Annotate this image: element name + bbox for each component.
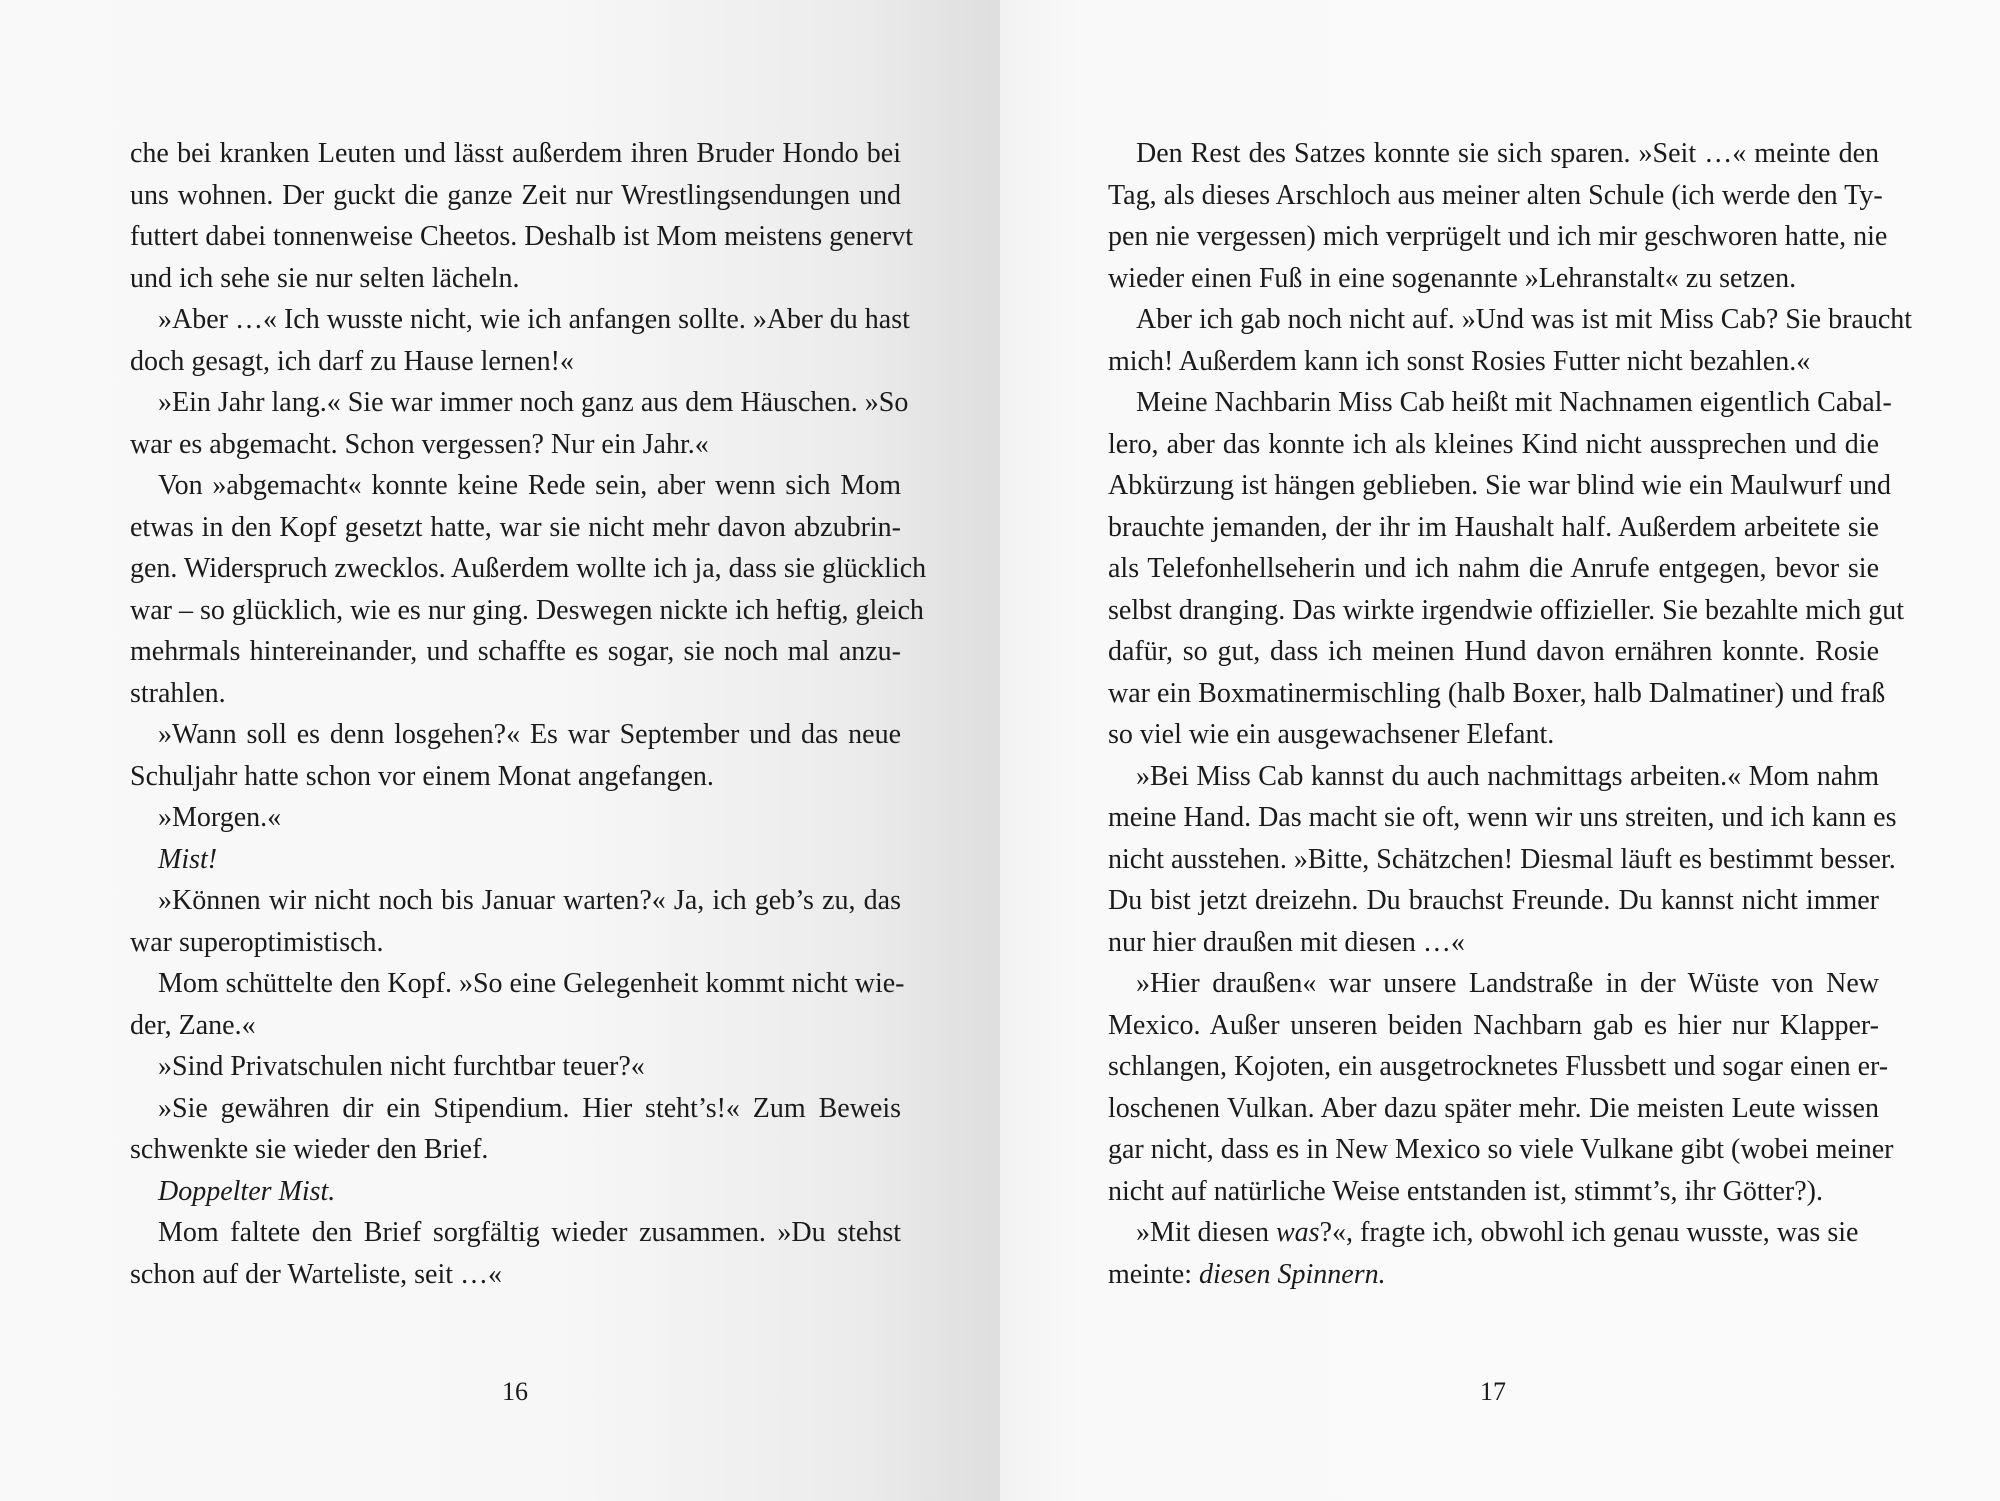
text-line: war ein Boxmatinermischling (halb Boxer, halb Dalmatiner) und fraß xyxy=(1108,677,1886,709)
text-line: brauchte jemanden, der ihr im Haushalt half. Außerdem arbeitete sie xyxy=(1108,511,1879,543)
text-line: der, Zane.« xyxy=(130,1009,256,1041)
text-line: war es abgemacht. Schon vergessen? Nur ein Jahr.« xyxy=(130,428,709,460)
left-page-text xyxy=(130,133,927,1295)
text-line: Tag, als dieses Arschloch aus meiner alten Schule (ich werde den Ty- xyxy=(1108,179,1883,211)
text-line: nicht ausstehen. »Bitte, Schätzchen! Diesmal läuft es bestimmt besser. xyxy=(1108,843,1896,875)
text-line: Den Rest des Satzes konnte sie sich sparen. »Seit …« meinte den xyxy=(1136,138,1879,169)
text-line-italic: Doppelter Mist. xyxy=(158,1175,336,1207)
text-line: »Können wir nicht noch bis Januar warten?« Ja, ich geb’s zu, das xyxy=(158,885,901,916)
text-line: schlangen, Kojoten, ein ausgetrocknetes Flussbett und sogar einen er- xyxy=(1108,1051,1889,1082)
text-line: »Ein Jahr lang.« Sie war immer noch ganz aus dem Häuschen. »So xyxy=(158,387,909,418)
text-line: Meine Nachbarin Miss Cab heißt mit Nachnamen eigentlich Cabal- xyxy=(1136,387,1892,418)
text-line: lero, aber das konnte ich als kleines Kind nicht aussprechen und die xyxy=(1108,428,1879,460)
text-line: schon auf der Warteliste, seit …« xyxy=(130,1258,503,1290)
text-run: ?«, fragte ich, obwohl ich genau wusste, was sie xyxy=(1319,1217,1859,1248)
text-line: mehrmals hintereinander, und schaffte es sogar, sie noch mal anzu- xyxy=(130,636,901,667)
text-line: »Hier draußen« war unsere Landstraße in der Wüste von New xyxy=(1136,968,1879,999)
text-line-italic: Mist! xyxy=(158,843,218,875)
text-line: schwenkte sie wieder den Brief. xyxy=(130,1134,489,1165)
text-line: war superoptimistisch. xyxy=(130,926,384,958)
text-line: mich! Außerdem kann ich sonst Rosies Futter nicht bezahlen.« xyxy=(1108,345,1811,377)
text-line: »Wann soll es denn losgehen?« Es war September und das neue xyxy=(158,719,901,750)
text-line: gen. Widerspruch zwecklos. Außerdem wollte ich ja, dass sie glücklich xyxy=(130,553,927,584)
text-line: Du bist jetzt dreizehn. Du brauchst Freunde. Du kannst nicht immer xyxy=(1108,885,1879,916)
text-line: und ich sehe sie nur selten lächeln. xyxy=(130,262,520,294)
text-line: Mom schüttelte den Kopf. »So eine Gelegenheit kommt nicht wie- xyxy=(158,968,905,999)
text-line: selbst dranging. Das wirkte irgendwie offizieller. Sie bezahlte mich gut xyxy=(1108,594,1904,626)
text-line: etwas in den Kopf gesetzt hatte, war sie nicht mehr davon abzubrin- xyxy=(130,511,901,543)
text-line: »Aber …« Ich wusste nicht, wie ich anfangen sollte. »Aber du hast xyxy=(158,304,910,335)
text-line: gar nicht, dass es in New Mexico so viele Vulkane gibt (wobei meiner xyxy=(1108,1134,1894,1165)
text-line: Schuljahr hatte schon vor einem Monat angefangen. xyxy=(130,760,714,792)
text-line: »Bei Miss Cab kannst du auch nachmittags arbeiten.« Mom nahm xyxy=(1136,760,1879,792)
text-line: pen nie vergessen) mich verprügelt und ich mir geschworen hatte, nie xyxy=(1108,221,1888,252)
text-line xyxy=(1108,1254,1879,1296)
text-line: Aber ich gab noch nicht auf. »Und was ist mit Miss Cab? Sie braucht xyxy=(1136,304,1913,335)
text-run: meinte: xyxy=(1108,1258,1199,1290)
text-line: »Morgen.« xyxy=(158,802,282,833)
text-line: dafür, so gut, dass ich meinen Hund davon ernähren konnte. Rosie xyxy=(1108,636,1879,667)
text-line: Mom faltete den Brief sorgfältig wieder zusammen. »Du stehst xyxy=(158,1217,901,1248)
text-line: nur hier draußen mit diesen …« xyxy=(1108,926,1465,958)
page-number: 17 xyxy=(1480,1377,1506,1406)
text-line: »Sie gewähren dir ein Stipendium. Hier steht’s!« Zum Beweis xyxy=(158,1092,901,1124)
page-number: 16 xyxy=(502,1377,528,1406)
text-line: futtert dabei tonnenweise Cheetos. Deshalb ist Mom meistens genervt xyxy=(130,221,914,252)
text-line: war – so glücklich, wie es nur ging. Deswegen nickte ich heftig, gleich xyxy=(130,594,924,626)
text-line: »Sind Privatschulen nicht furchtbar teuer?« xyxy=(158,1051,645,1082)
text-line: als Telefonhellseherin und ich nahm die Anrufe entgegen, bevor sie xyxy=(1108,553,1879,584)
text-line: Von »abgemacht« konnte keine Rede sein, aber wenn sich Mom xyxy=(158,470,901,501)
text-line: wieder einen Fuß in eine sogenannte »Lehranstalt« zu setzen. xyxy=(1108,262,1797,294)
text-run-italic: diesen Spinnern. xyxy=(1198,1258,1386,1290)
text-line: nicht auf natürliche Weise entstanden ist, stimmt’s, ihr Götter?). xyxy=(1108,1175,1823,1207)
text-line: Abkürzung ist hängen geblieben. Sie war blind wie ein Maulwurf und xyxy=(1108,470,1892,501)
text-line: uns wohnen. Der guckt die ganze Zeit nur Wrestlingsendungen und xyxy=(130,179,901,211)
text-line: meine Hand. Das macht sie oft, wenn wir uns streiten, und ich kann es xyxy=(1108,802,1897,833)
right-page-text xyxy=(1108,133,1913,1295)
text-line: strahlen. xyxy=(130,677,226,709)
right-page xyxy=(1000,0,2000,1501)
text-line: che bei kranken Leuten und lässt außerdem ihren Bruder Hondo bei xyxy=(130,138,901,169)
text-run-italic: was xyxy=(1276,1217,1320,1248)
text-line: loschenen Vulkan. Aber dazu später mehr. Die meisten Leute wissen xyxy=(1108,1092,1879,1124)
text-line xyxy=(1108,1212,1879,1254)
text-line: doch gesagt, ich darf zu Hause lernen!« xyxy=(130,345,574,377)
text-line: Mexico. Außer unseren beiden Nachbarn gab es hier nur Klapper- xyxy=(1108,1009,1879,1041)
text-run: »Mit diesen xyxy=(1136,1217,1276,1248)
text-line: so viel wie ein ausgewachsener Elefant. xyxy=(1108,719,1555,750)
